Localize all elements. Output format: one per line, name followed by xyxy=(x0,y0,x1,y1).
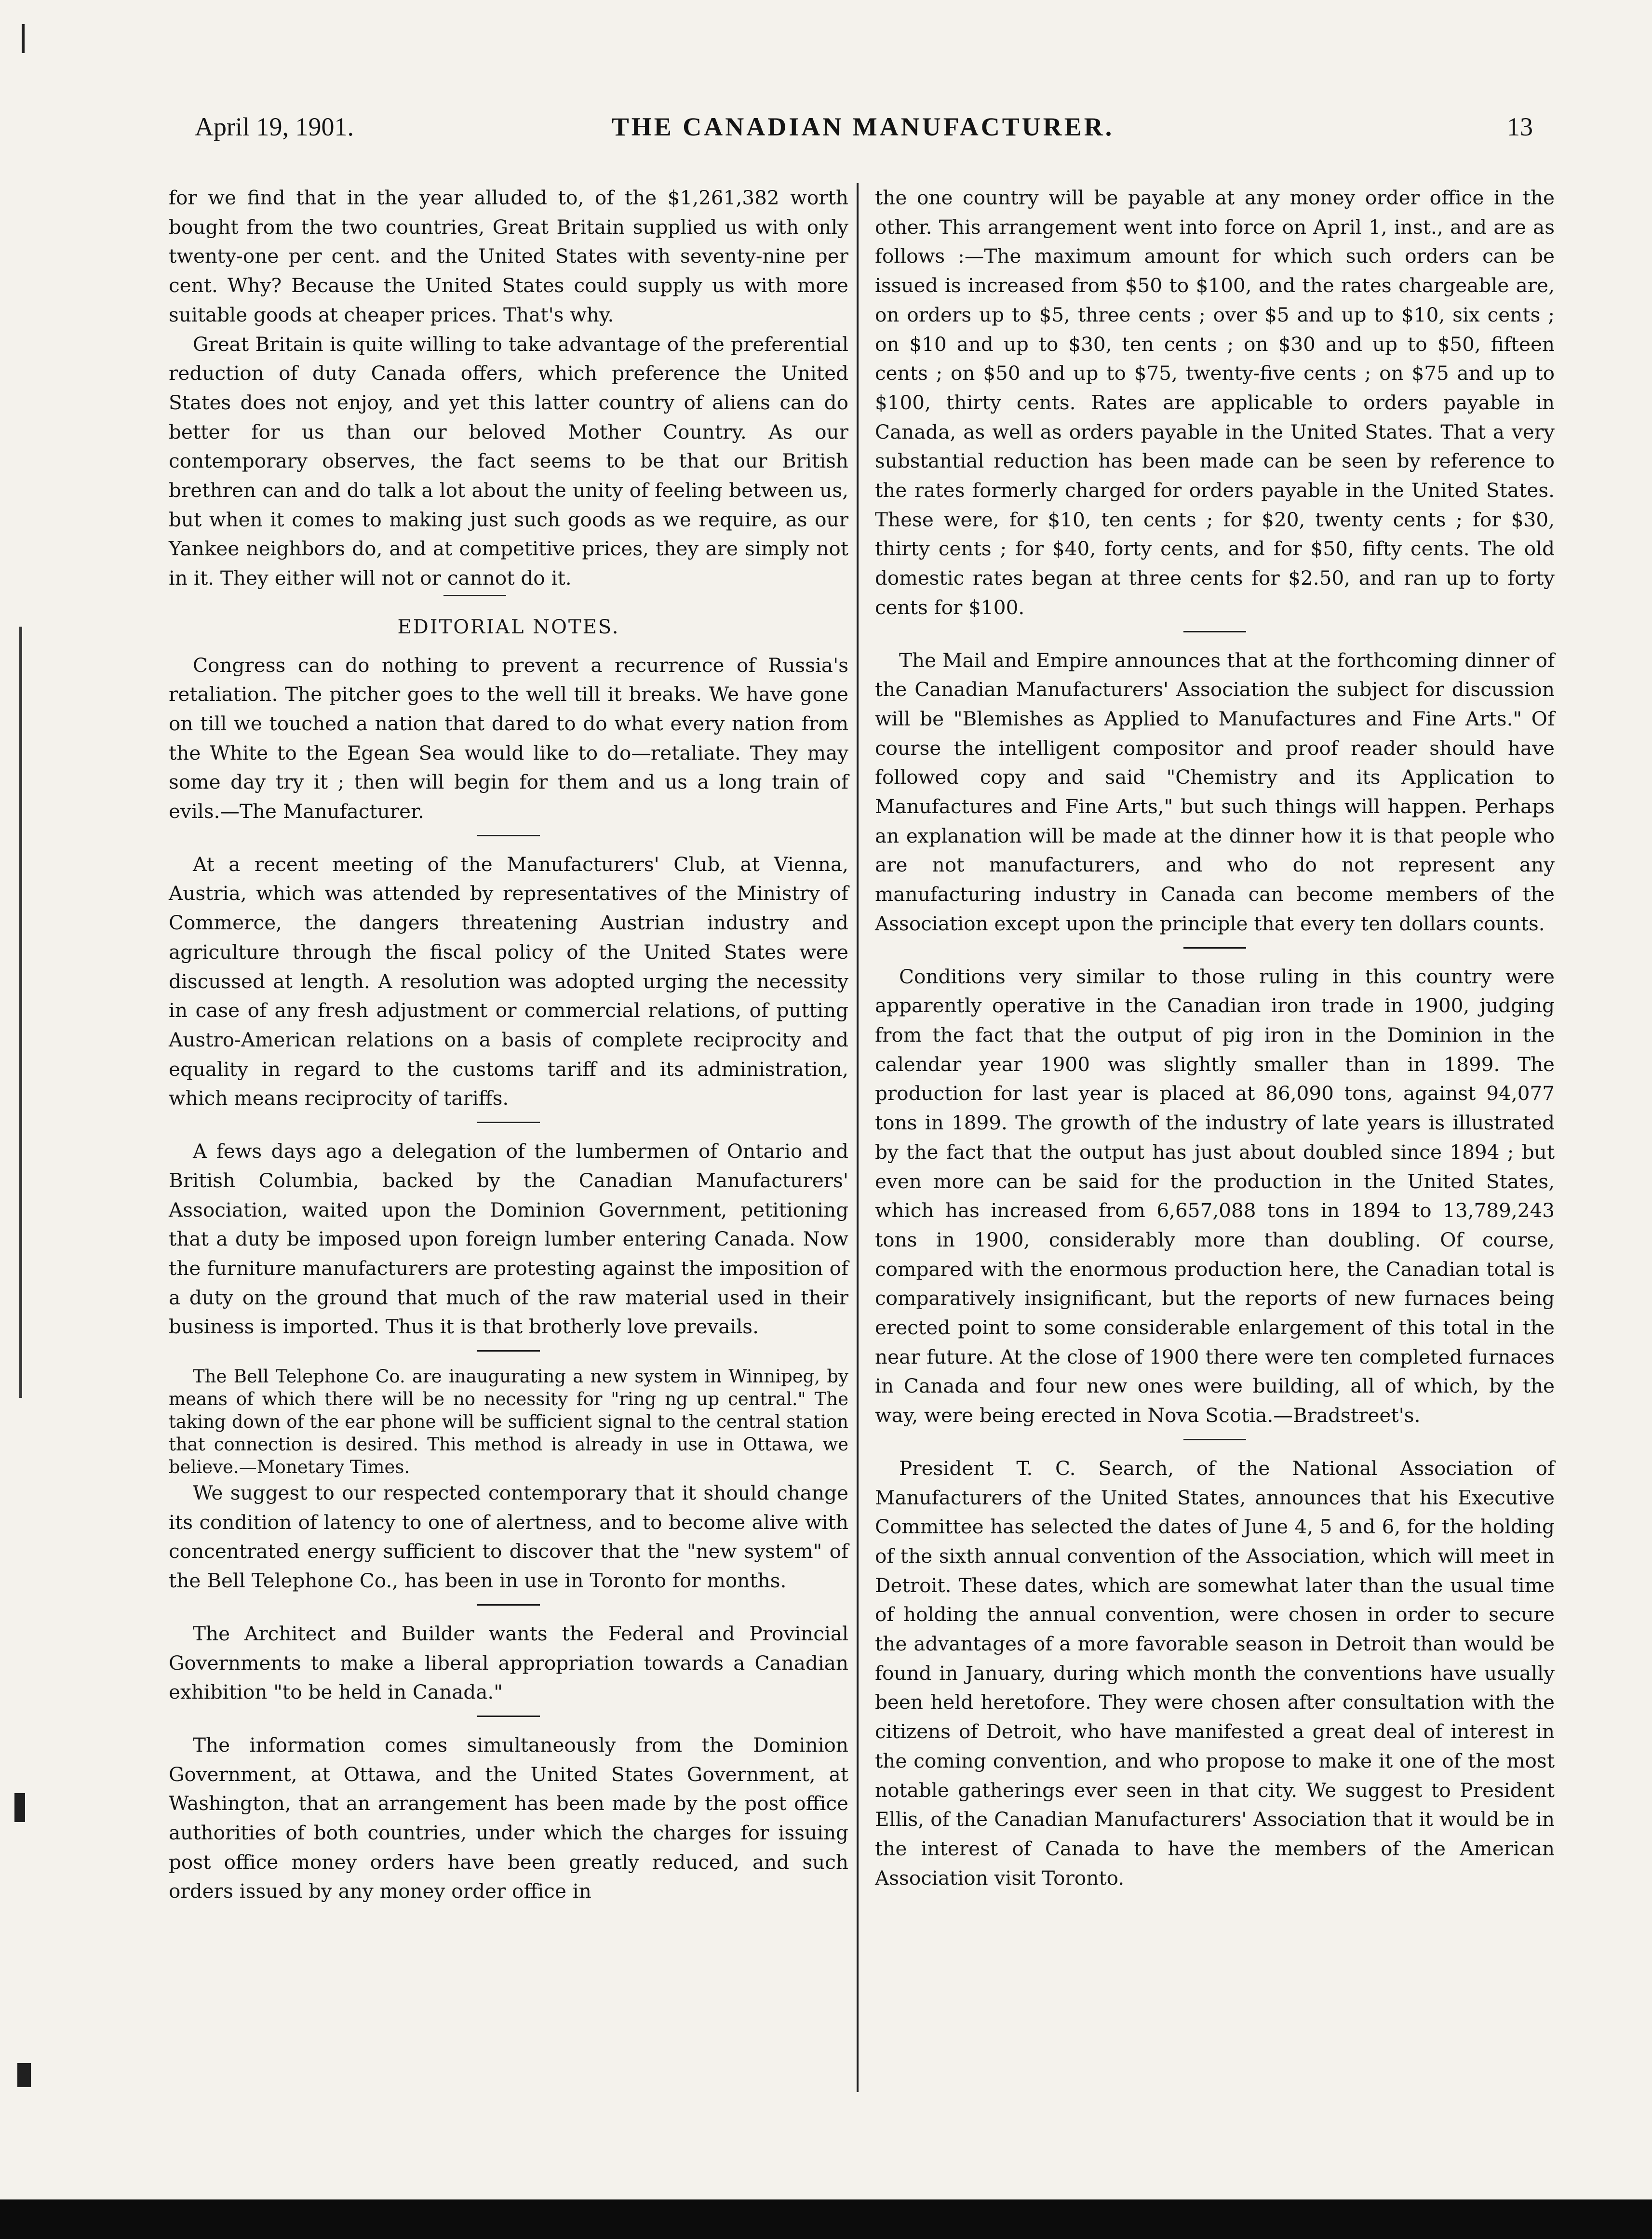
left-column xyxy=(169,183,848,1906)
quoted-note: The Bell Telephone Co. are inaugurating a new system in Winnipeg, by means of which there will be no necessity for "ring ng up central." The taking down of the ear phone will be sufficient signal to the central station that connection is desired. This method is already in use in Ottawa, we believe.—Monetary Times. xyxy=(169,1366,848,1478)
column-divider xyxy=(857,183,859,2092)
article-paragraph: the one country will be payable at any money order office in the other. This arrangement went into force on April 1, inst., and are as follows :—The maximum amount for which such orders can be issued is increased from $50 to $100, and the rates chargeable are, on orders up to $5, three cents ; over $5 and up to $10, six cents ; on $10 and up to $30, ten cents ; on $30 and up to $50, fifteen cents ; on $50 and up to $75, twenty-five cents ; on $75 and up to $100, thirty cents. Rates are applicable to orders payable in Canada, as well as orders payable in the United States. That a very substantial reduction has been made can be seen by reference to the rates formerly charged for orders payable in the United States. These were, for $10, ten cents ; for $20, twenty cents ; for $30, thirty cents ; for $40, forty cents, and for $50, fifty cents. The old domestic rates began at three cents for $2.50, and ran up to forty cents for $100. xyxy=(875,186,1555,619)
separator-rule xyxy=(477,835,540,836)
scan-left-edge xyxy=(0,0,43,2239)
page-number: 13 xyxy=(1507,112,1533,141)
scan-mark xyxy=(19,627,22,1398)
editorial-note: Conditions very similar to those ruling in this country were apparently operative in the Canadian iron trade in 1900, judging from the fact that the output of pig iron in the Dominion in the calendar year 1900 was slightly smaller than in 1899. The production for last year is placed at 86,090 tons, against 94,077 tons in 1899. The growth of the industry of late years is illustrated by the fact that the output has just about doubled since 1894 ; but even more can be said for the production in the United States, which has increased from 6,657,088 tons in 1894 to 13,789,243 tons in 1900, considerably more than doubling. Of course, compared with the enormous production here, the Canadian total is comparatively insignificant, but the reports of new furnaces being erected point to some considerable enlargement of this total in the near future. At the close of 1900 there were ten completed furnaces in Canada and four new ones were building, all of which, by the way, were being erected in Nova Scotia.—Bradstreet's. xyxy=(875,965,1555,1427)
scan-mark xyxy=(17,2063,31,2087)
editorial-note: At a recent meeting of the Manufacturers' Club, at Vienna, Austria, which was attended by representatives of the Ministry of Commerce, the dangers threatening Austrian industry and agriculture through the fiscal policy of the United States were discussed at length. A resolution was adopted urging the necessity in case of any fresh adjustment or commercial relations, of putting Austro-American relations on a basis of complete reciprocity and equality in regard to the customs tariff and its administration, which means reciprocity of tariffs. xyxy=(169,852,848,1110)
editorial-note: Congress can do nothing to prevent a recurrence of Russia's retaliation. The pitcher goes to the well till it breaks. We have gone on till we touched a nation that dared to do what every nation from the White to the Egean Sea would like to do—retaliate. They may some day try it ; then will begin for them and us a long train of evils.—The Manufacturer. xyxy=(169,653,848,823)
separator-rule xyxy=(443,595,506,596)
article-paragraph: Great Britain is quite willing to take advantage of the preferential reduction of duty Canada offers, which preference the United States does not enjoy, and yet this latter country of aliens can do better for us than our beloved Mother Country. As our contemporary observes, the fact seems to be that our British brethren can and do talk a lot about the unity of feeling between us, but when it comes to making just such goods as we require, as our Yankee neighbors do, and at competitive prices, they are simply not in it. They either will not or cannot do it. xyxy=(169,332,848,590)
separator-rule xyxy=(1183,631,1246,632)
publication-title: THE CANADIAN MANUFACTURER. xyxy=(611,112,1115,141)
separator-rule xyxy=(1183,947,1246,949)
separator-rule xyxy=(477,1122,540,1123)
scan-mark xyxy=(22,24,25,53)
issue-date: April 19, 1901. xyxy=(195,112,354,141)
editorial-note: President T. C. Search, of the National Association of Manufacturers of the United States, announces that his Executive Committee has selected the dates of June 4, 5 and 6, for the holding of the sixth annual convention of the Association, which will meet in Detroit. These dates, which are somewhat later than the usual time of holding the annual convention, were chosen in order to secure the advantages of a more favorable season in Detroit than would be found in January, during which month the conventions have usually been held heretofore. They were chosen after consultation with the citizens of Detroit, who have manifested a great deal of interest in the coming convention, and who propose to make it one of the most notable gatherings ever seen in that city. We suggest to President Ellis, of the Canadian Manufacturers' Association that it would be in the interest of Canada to have the members of the American Association visit Toronto. xyxy=(875,1456,1555,1890)
editorial-note: The Mail and Empire announces that at the forthcoming dinner of the Canadian Manufacturers' Association the subject for discussion will be "Blemishes as Applied to Manufactures and Fine Arts." Of course the intelligent compositor and proof reader should have followed copy and said "Chemistry and its Application to Manufactures and Fine Arts," but such things will happen. Perhaps an explanation will be made at the dinner how it is that people who are not manufacturers, and who do not represent any manufacturing industry in Canada can become members of the Association except upon the principle that every ten dollars counts. xyxy=(875,648,1555,935)
separator-rule xyxy=(477,1716,540,1717)
editorial-note: The information comes simultaneously from the Dominion Government, at Ottawa, and the United States Government, at Washington, that an arrangement has been made by the post office authorities of both countries, under which the charges for issuing post office money orders have been greatly reduced, and such orders issued by any money order office in xyxy=(169,1733,848,1903)
page-header xyxy=(193,112,1533,155)
separator-rule xyxy=(477,1604,540,1606)
scan-bottom-border xyxy=(0,2199,1652,2239)
separator-rule xyxy=(1183,1439,1246,1440)
editorial-note: We suggest to our respected contemporary that it should change its condition of latency to one of alertness, and to become alive with concentrated energy sufficient to discover that the "new system" of the Bell Telephone Co., has been in use in Toronto for months. xyxy=(169,1481,848,1593)
right-column xyxy=(875,183,1555,1892)
separator-rule xyxy=(477,1350,540,1352)
editorial-note: A fews days ago a delegation of the lumbermen of Ontario and British Columbia, backed by the Canadian Manufacturers' Association, waited upon the Dominion Government, petitioning that a duty be imposed upon foreign lumber entering Canada. Now the furniture manufacturers are protesting against the imposition of a duty on the ground that much of the raw material used in their business is imported. Thus it is that brotherly love prevails. xyxy=(169,1140,848,1339)
scan-mark xyxy=(14,1793,25,1822)
article-paragraph: for we find that in the year alluded to, of the $1,261,382 worth bought from the two countries, Great Britain supplied us with only twenty-one per cent. and the United States with seventy-nine per cent. Why? Because the United States could supply us with more suitable goods at cheaper prices. That's why. xyxy=(169,186,848,326)
section-heading: EDITORIAL NOTES. xyxy=(397,616,620,638)
editorial-note: The Architect and Builder wants the Federal and Provincial Governments to make a liberal appropriation towards a Canadian exhibition "to be held in Canada." xyxy=(169,1622,848,1704)
